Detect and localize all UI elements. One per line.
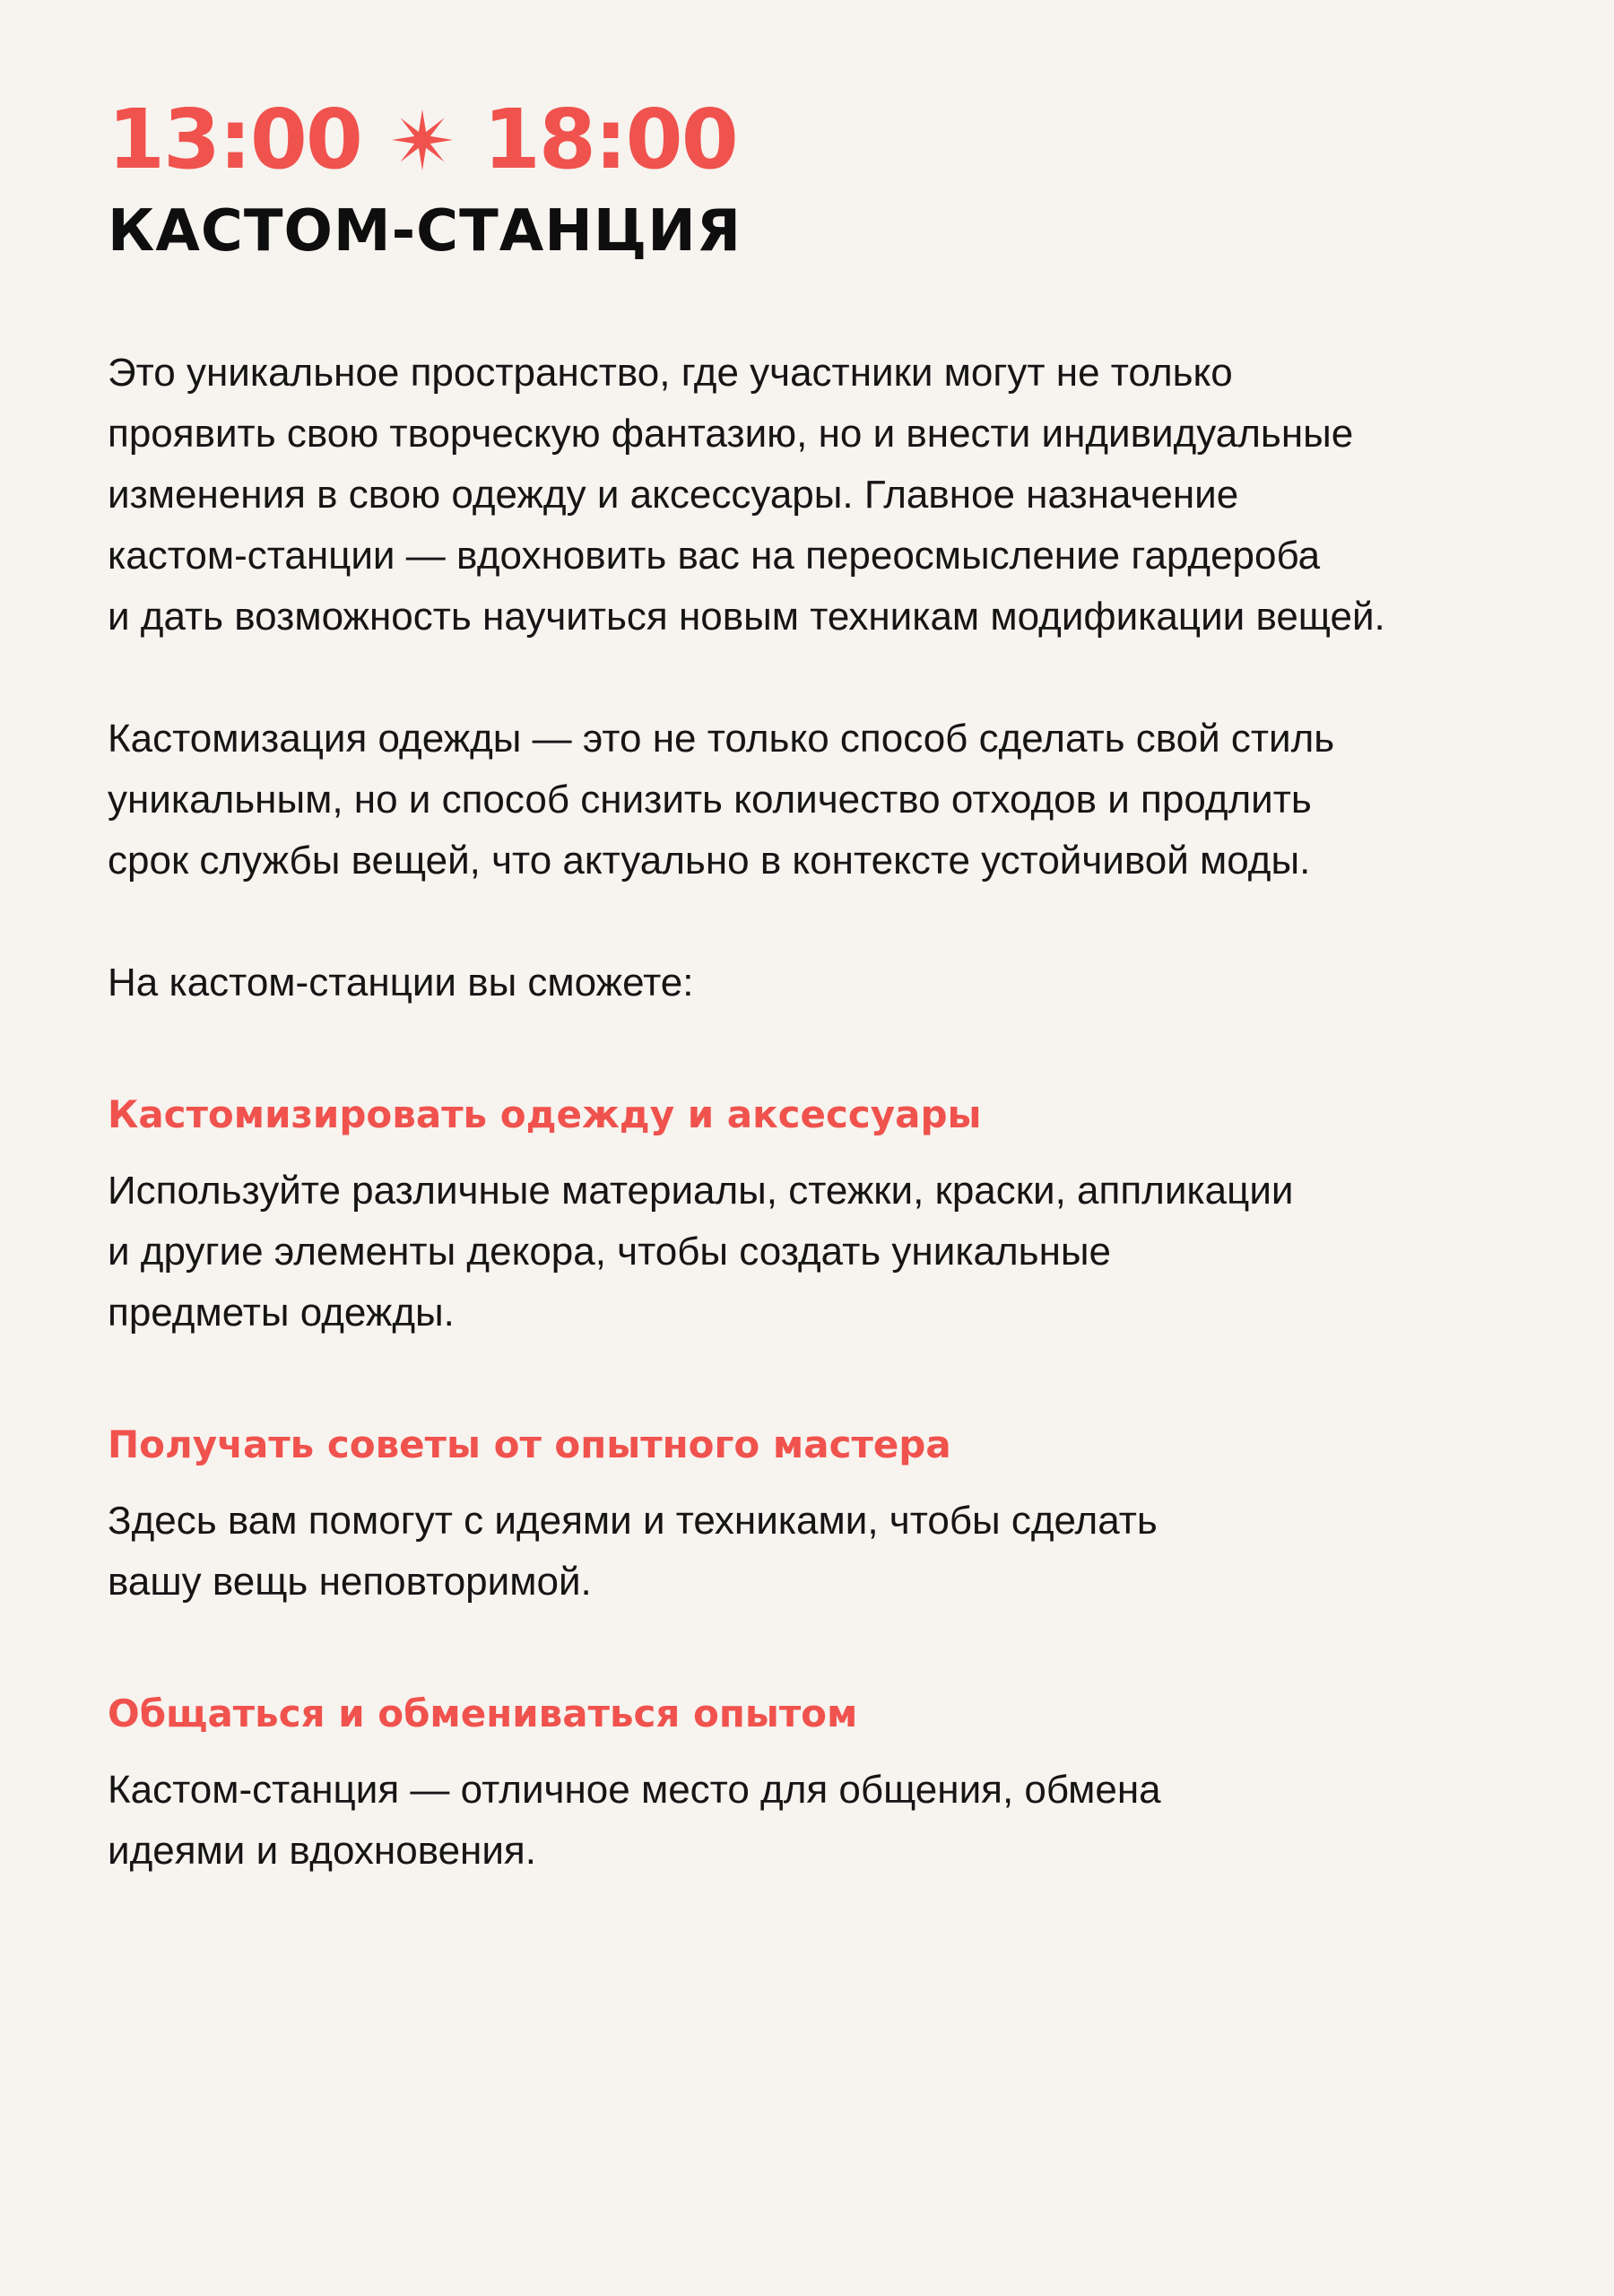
end-time: 18:00 [482, 91, 737, 187]
feature-title: Получать советы от опытного мастера [108, 1422, 951, 1466]
feature-title: Кастомизировать одежду и аксессуары [108, 1092, 982, 1136]
intro-section [108, 343, 1542, 1013]
features-list [108, 1092, 1542, 1882]
features-lead: На кастом-станции вы сможете: [108, 961, 694, 1004]
feature-communicate [108, 1692, 1542, 1882]
feature-description: Используйте различные материалы, стежки, краски, аппликации и другие элементы декора, чтобы создать уникальные предметы одежды. [108, 1169, 1294, 1335]
feature-customize [108, 1092, 1542, 1344]
intro-paragraph-2: Кастомизация одежды — это не только способ сделать свой стиль уникальным, но и способ снизить количество отходов и продлить срок службы вещей, что актуально в контексте устойчивой моды. [108, 717, 1335, 883]
feature-advice [108, 1422, 1542, 1613]
asterisk-star-icon [392, 109, 453, 170]
page-title: КАСТОМ-СТАНЦИЯ [108, 198, 742, 265]
feature-description: Кастом-станция — отличное место для общения, обмена идеями и вдохновения. [108, 1768, 1161, 1873]
program-page [108, 91, 1542, 1882]
start-time: 13:00 [108, 91, 361, 187]
intro-paragraph-1: Это уникальное пространство, где участники могут не только проявить свою творческую фантазию, но и внести индивидуальные изменения в свою одежду и аксессуары. Главное назначение кастом-станции — вдохновить вас на переосмысление гардероба и дать возможность научиться новым техникам модификации вещей. [108, 351, 1385, 639]
time-range [108, 91, 1542, 187]
feature-description: Здесь вам помогут с идеями и техниками, чтобы сделать вашу вещь неповторимой. [108, 1499, 1158, 1604]
feature-title: Общаться и обмениваться опытом [108, 1692, 858, 1735]
